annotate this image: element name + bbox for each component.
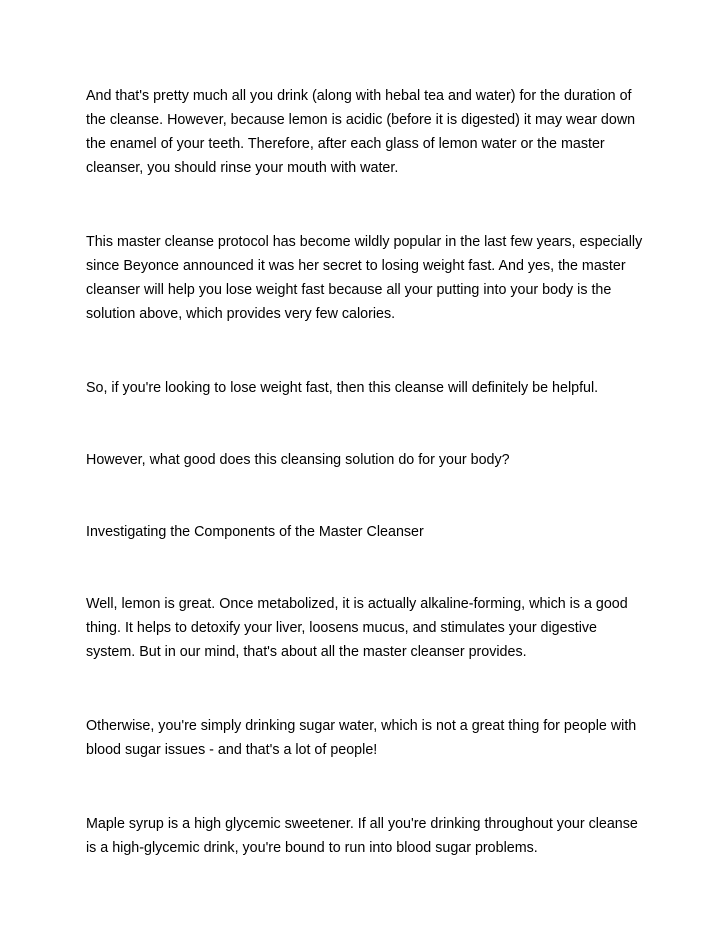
paragraph-lemon-benefits: Well, lemon is great. Once metabolized, it is actually alkaline-forming, which is a good thing. It helps to detoxify your liver, loosens mucus, and stimulates your digestive system. But in our mind, that's about all the master cleanser provides. [86,596,628,660]
paragraph-sugar-water: Otherwise, you're simply drinking sugar water, which is not a great thing for people with blood sugar issues - and that's a lot of people! [86,718,637,758]
document-body [86,84,646,860]
paragraph-beyonce-protocol: This master cleanse protocol has become wildly popular in the last few years, especially since Beyonce announced it was her secret to losing weight fast. And yes, the master cleanser will help you lose weight fast because all your putting into your body is the solution above, which provides very few calories. [86,234,643,322]
paragraph-lose-weight-fast: So, if you're looking to lose weight fast, then this cleanse will definitely be helpful. [86,380,599,396]
paragraph-tea-and-water: And that's pretty much all you drink (along with hebal tea and water) for the duration of the cleanse. However, because lemon is acidic (before it is digested) it may wear down the enamel of your teeth. Therefore, after each glass of lemon water or the master cleanser, you should rinse your mouth with water. [86,88,636,176]
paragraph-what-good: However, what good does this cleansing solution do for your body? [86,452,510,468]
section-heading-components: Investigating the Components of the Master Cleanser [86,524,424,540]
paragraph-maple-syrup: Maple syrup is a high glycemic sweetener. If all you're drinking throughout your cleanse is a high-glycemic drink, you're bound to run into blood sugar problems. [86,816,638,856]
